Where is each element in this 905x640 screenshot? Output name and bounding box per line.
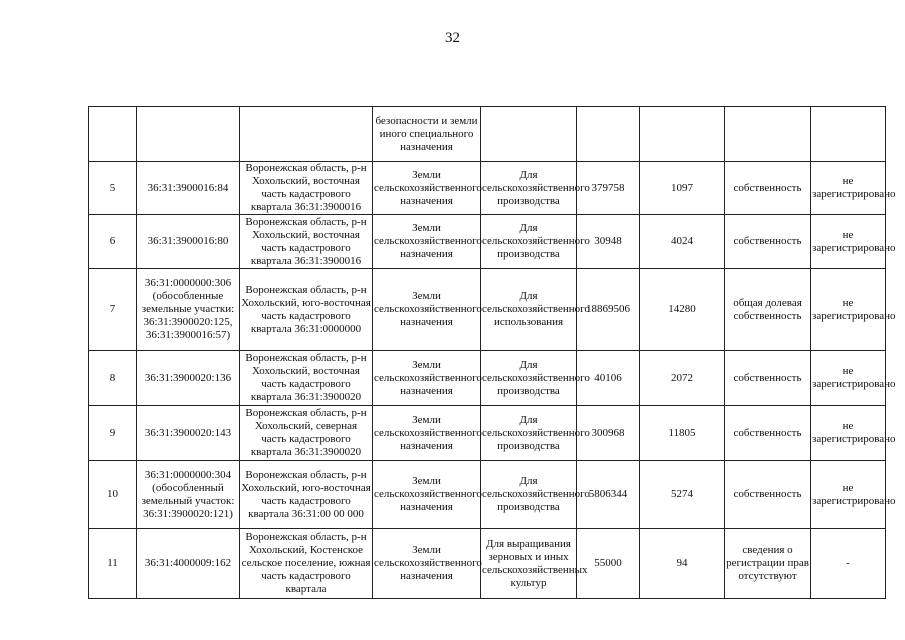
cell-use: Для сельскохозяйственного использования — [481, 269, 577, 351]
cell-address: Воронежская область, р-н Хохольский, восточная часть кадастрового квартала 36:31:3900020 — [240, 351, 373, 406]
cell-use: Для сельскохозяйственного производства — [481, 406, 577, 461]
cell-use: Для сельскохозяйственного производства — [481, 351, 577, 406]
cell-cost: 14280 — [640, 269, 725, 351]
cell-address: Воронежская область, р-н Хохольский, восточная часть кадастрового квартала 36:31:3900016 — [240, 215, 373, 269]
cell-cadastral: 36:31:0000000:304 (обособленный земельный участок: 36:31:3900020:121) — [137, 461, 240, 529]
cell-registration: не зарегистрировано — [811, 269, 886, 351]
cell-cost: 4024 — [640, 215, 725, 269]
cell-area: 5806344 — [577, 461, 640, 529]
table-row — [89, 461, 886, 529]
cell-right — [725, 107, 811, 162]
cell-category: безопасности и земли иного специального назначения — [373, 107, 481, 162]
cell-registration: не зарегистрировано — [811, 406, 886, 461]
table-row — [89, 351, 886, 406]
cell-registration: не зарегистрировано — [811, 461, 886, 529]
cell-cost: 5274 — [640, 461, 725, 529]
cell-num: 10 — [89, 461, 137, 529]
cell-registration: не зарегистрировано — [811, 215, 886, 269]
cell-registration: - — [811, 529, 886, 599]
cell-use: Для сельскохозяйственного производства — [481, 461, 577, 529]
table-row — [89, 529, 886, 599]
cell-num: 9 — [89, 406, 137, 461]
cell-category: Земли сельскохозяйственного назначения — [373, 351, 481, 406]
cell-cadastral: 36:31:3900020:136 — [137, 351, 240, 406]
cell-registration: не зарегистрировано — [811, 162, 886, 215]
cell-cost: 11805 — [640, 406, 725, 461]
cell-num: 11 — [89, 529, 137, 599]
cell-use: Для сельскохозяйственного производства — [481, 162, 577, 215]
cell-cost: 94 — [640, 529, 725, 599]
cell-use: Для сельскохозяйственного производства — [481, 215, 577, 269]
page-number: 32 — [445, 30, 460, 46]
cell-address: Воронежская область, р-н Хохольский, юго-восточная часть кадастрового квартала 36:31:0000000 — [240, 269, 373, 351]
cell-address: Воронежская область, р-н Хохольский, юго-восточная часть кадастрового квартала 36:31:00 00 000 — [240, 461, 373, 529]
cell-area: 379758 — [577, 162, 640, 215]
cell-right: сведения о регистрации прав отсутствуют — [725, 529, 811, 599]
cell-category: Земли сельскохозяйственного назначения — [373, 162, 481, 215]
cell-num — [89, 107, 137, 162]
cell-right: собственность — [725, 461, 811, 529]
cell-right: собственность — [725, 351, 811, 406]
cell-address — [240, 107, 373, 162]
cell-category: Земли сельскохозяйственного назначения — [373, 215, 481, 269]
cell-cadastral: 36:31:3900016:80 — [137, 215, 240, 269]
cell-num: 8 — [89, 351, 137, 406]
table-row — [89, 162, 886, 215]
land-plots-table — [88, 106, 896, 599]
table-row — [89, 215, 886, 269]
cell-address: Воронежская область, р-н Хохольский, Костенское сельское поселение, южная часть кадастрового квартала — [240, 529, 373, 599]
cell-category: Земли сельскохозяйственного назначения — [373, 529, 481, 599]
cell-cadastral: 36:31:3900016:84 — [137, 162, 240, 215]
cell-area: 18869506 — [577, 269, 640, 351]
cell-cost: 1097 — [640, 162, 725, 215]
cell-area: 300968 — [577, 406, 640, 461]
cell-cadastral: 36:31:0000000:306 (обособленные земельные участки: 36:31:3900020:125, 36:31:3900016:57) — [137, 269, 240, 351]
cell-cost: 2072 — [640, 351, 725, 406]
cell-category: Земли сельскохозяйственного назначения — [373, 269, 481, 351]
cell-num: 6 — [89, 215, 137, 269]
cell-num: 7 — [89, 269, 137, 351]
cell-right: общая долевая собственность — [725, 269, 811, 351]
cell-cadastral: 36:31:4000009:162 — [137, 529, 240, 599]
cell-num: 5 — [89, 162, 137, 215]
table-row-continued — [89, 107, 886, 162]
cell-right: собственность — [725, 215, 811, 269]
cell-cost — [640, 107, 725, 162]
table-row — [89, 406, 886, 461]
cell-area: 40106 — [577, 351, 640, 406]
cell-address: Воронежская область, р-н Хохольский, северная часть кадастрового квартала 36:31:3900020 — [240, 406, 373, 461]
cell-area: 30948 — [577, 215, 640, 269]
cell-right: собственность — [725, 406, 811, 461]
cell-area: 55000 — [577, 529, 640, 599]
table-row — [89, 269, 886, 351]
cell-cadastral: 36:31:3900020:143 — [137, 406, 240, 461]
cell-cadastral — [137, 107, 240, 162]
cell-area — [577, 107, 640, 162]
cell-address: Воронежская область, р-н Хохольский, восточная часть кадастрового квартала 36:31:3900016 — [240, 162, 373, 215]
cell-category: Земли сельскохозяйственного назначения — [373, 406, 481, 461]
cell-use: Для выращивания зерновых и иных сельскохозяйственных культур — [481, 529, 577, 599]
cell-category: Земли сельскохозяйственного назначения — [373, 461, 481, 529]
cell-registration: не зарегистрировано — [811, 351, 886, 406]
cell-right: собственность — [725, 162, 811, 215]
cell-registration — [811, 107, 886, 162]
cell-use — [481, 107, 577, 162]
